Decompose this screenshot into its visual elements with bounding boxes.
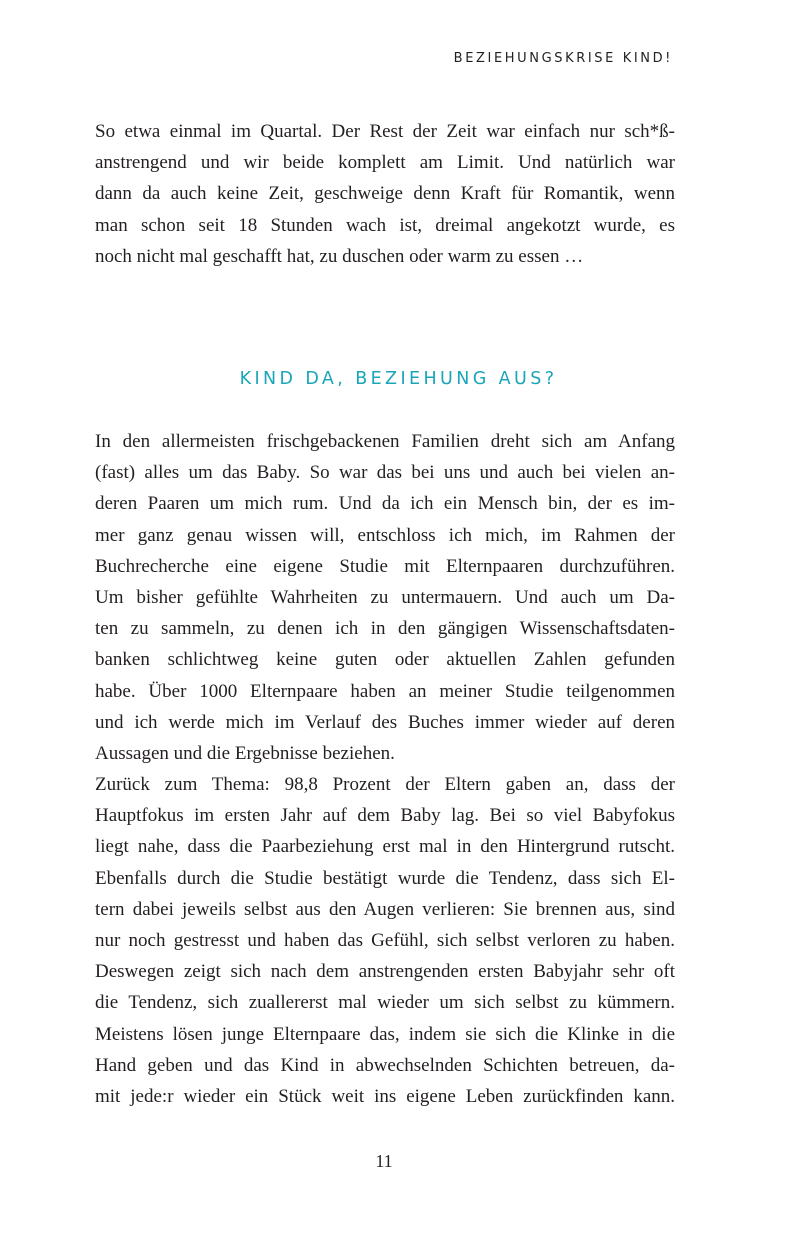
text-line: banken schlichtweg keine guten oder aktuellen Zahlen gefunden xyxy=(95,649,675,671)
text-line: tern dabei jeweils selbst aus den Augen verlieren: Sie brennen aus, sind xyxy=(95,898,675,920)
text-line: Hauptfokus im ersten Jahr auf dem Baby lag. Bei so viel Babyfokus xyxy=(95,805,675,827)
text-line: liegt nahe, dass die Paarbeziehung erst mal in den Hintergrund rutscht. xyxy=(95,836,675,858)
text-line: In den allermeisten frischgebackenen Familien dreht sich am Anfang xyxy=(95,431,675,452)
text-line: dann da auch keine Zeit, geschweige denn Kraft für Romantik, wenn xyxy=(95,183,675,205)
running-header: BEZIEHUNGSKRISE KIND! xyxy=(453,51,673,66)
text-line: deren Paaren um mich rum. Und da ich ein Mensch bin, der es im- xyxy=(95,493,675,515)
text-line: So etwa einmal im Quartal. Der Rest der Zeit war einfach nur sch*ß- xyxy=(95,121,675,142)
intro-paragraph xyxy=(95,116,675,272)
text-line: Zurück zum Thema: 98,8 Prozent der Eltern gaben an, dass der xyxy=(95,774,675,796)
text-line: Um bisher gefühlte Wahrheiten zu untermauern. Und auch um Da- xyxy=(95,586,675,608)
text-line: ten zu sammeln, zu denen ich in den gängigen Wissenschaftsdaten- xyxy=(95,618,675,640)
section-body xyxy=(95,426,675,1112)
text-line: anstrengend und wir beide komplett am Limit. Und natürlich war xyxy=(95,152,675,174)
text-line: nur noch gestresst und haben das Gefühl, sich selbst verloren zu haben. xyxy=(95,930,675,951)
text-line: und ich werde mich im Verlauf des Buches immer wieder auf deren xyxy=(95,711,675,733)
text-line: (fast) alles um das Baby. So war das bei uns und auch bei vielen an- xyxy=(95,462,675,484)
text-line: Deswegen zeigt sich nach dem anstrengenden ersten Babyjahr sehr oft xyxy=(95,961,675,983)
text-line: man schon seit 18 Stunden wach ist, dreimal angekotzt wurde, es xyxy=(95,214,675,236)
text-line: Buchrecherche eine eigene Studie mit Elternpaaren durchzuführen. xyxy=(95,555,675,577)
text-line: noch nicht mal geschafft hat, zu duschen oder warm zu essen … xyxy=(95,245,584,267)
text-line: Ebenfalls durch die Studie bestätigt wurde die Tendenz, dass sich El- xyxy=(95,867,675,889)
text-line: Hand geben und das Kind in abwechselnden Schichten betreuen, da- xyxy=(95,1054,675,1076)
text-line: habe. Über 1000 Elternpaare haben an meiner Studie teilgenommen xyxy=(95,680,675,702)
text-line: die Tendenz, sich zuallererst mal wieder um sich selbst zu kümmern. xyxy=(95,992,675,1014)
text-line: mer ganz genau wissen will, entschloss ich mich, im Rahmen der xyxy=(95,524,675,546)
text-line: mit jede:r wieder ein Stück weit ins eigene Leben zurückfinden kann. xyxy=(95,1085,675,1107)
page-number: 11 xyxy=(375,1151,393,1171)
section-heading: KIND DA, BEZIEHUNG AUS? xyxy=(239,369,558,389)
text-line: Meistens lösen junge Elternpaare das, indem sie sich die Klinke in die xyxy=(95,1023,675,1045)
text-line: Aussagen und die Ergebnisse beziehen. xyxy=(95,742,395,764)
